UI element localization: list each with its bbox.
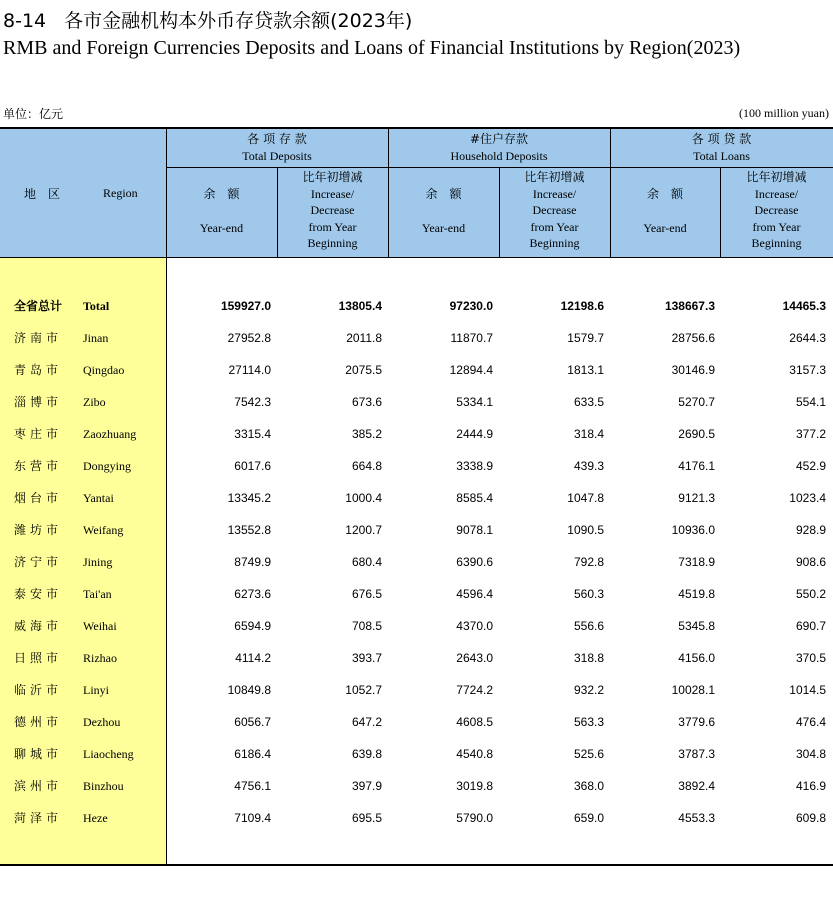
region-name-cn: 威海市 — [14, 619, 63, 633]
header-region-en: Region — [103, 186, 138, 200]
table-row — [0, 490, 833, 522]
header-change-en: Decrease — [310, 203, 355, 217]
header-balance-cn: 余 额 — [203, 187, 240, 201]
value-cell: 4553.3 — [678, 811, 715, 825]
value-cell: 3157.3 — [789, 363, 826, 377]
table-row — [0, 650, 833, 682]
header-change-en: Decrease — [532, 203, 577, 217]
value-cell: 1014.5 — [789, 683, 826, 697]
value-cell: 27114.0 — [228, 363, 271, 377]
header-change-en: Decrease — [754, 203, 799, 217]
region-name-en: Rizhao — [83, 651, 117, 665]
value-cell: 560.3 — [573, 587, 604, 601]
region-name-cn: 聊城市 — [14, 747, 63, 761]
value-cell: 4596.4 — [456, 587, 493, 601]
value-cell: 416.9 — [795, 779, 826, 793]
value-cell: 476.4 — [795, 715, 826, 729]
value-cell: 2644.3 — [789, 331, 826, 345]
table-row — [0, 554, 833, 586]
region-name-en: Liaocheng — [83, 747, 134, 761]
value-cell: 932.2 — [573, 683, 604, 697]
value-cell: 393.7 — [351, 651, 382, 665]
table-row — [0, 682, 833, 714]
value-cell: 4756.1 — [234, 779, 271, 793]
value-cell: 13345.2 — [227, 491, 271, 505]
value-cell: 708.5 — [351, 619, 382, 633]
region-name-cn: 日照市 — [14, 651, 63, 665]
value-cell: 27952.8 — [227, 331, 271, 345]
value-cell: 908.6 — [795, 555, 826, 569]
region-name-en: Dezhou — [83, 715, 121, 729]
header-balance-en: Year-end — [643, 221, 687, 235]
header-group-cn: 各 项 贷 款 — [691, 132, 752, 146]
header-group-cn: #住户存款 — [469, 132, 529, 146]
value-cell: 11870.7 — [450, 331, 493, 345]
region-name-en: Total — [83, 299, 110, 313]
value-cell: 554.1 — [795, 395, 826, 409]
header-group-en: Total Deposits — [242, 148, 312, 163]
value-cell: 318.8 — [573, 651, 604, 665]
region-name-en: Linyi — [83, 683, 109, 697]
table-row — [0, 330, 833, 362]
value-cell: 3787.3 — [678, 747, 715, 761]
value-cell: 7318.9 — [678, 555, 715, 569]
value-cell: 4519.8 — [678, 587, 715, 601]
value-cell: 439.3 — [573, 459, 604, 473]
value-cell: 3892.4 — [678, 779, 715, 793]
value-cell: 30146.9 — [671, 363, 715, 377]
value-cell: 7542.3 — [234, 395, 271, 409]
value-cell: 4608.5 — [456, 715, 493, 729]
value-cell: 28756.6 — [671, 331, 715, 345]
region-name-en: Jinan — [83, 331, 109, 345]
table-title-cn-text: 各市金融机构本外币存贷款余额(2023年) — [64, 10, 413, 32]
header-change-en: Increase/ — [754, 186, 799, 201]
header-change — [277, 169, 388, 252]
value-cell: 647.2 — [351, 715, 382, 729]
value-cell: 4176.1 — [678, 459, 715, 473]
value-cell: 2690.5 — [678, 427, 715, 441]
header-change-cn: 比年初增减 — [746, 170, 807, 184]
table-row — [0, 810, 833, 842]
value-cell: 676.5 — [351, 587, 382, 601]
header-change-en: Beginning — [751, 236, 802, 250]
value-cell: 563.3 — [573, 715, 604, 729]
header-balance-cn: 余 额 — [646, 187, 683, 201]
table-row — [0, 714, 833, 746]
value-cell: 6017.6 — [234, 459, 271, 473]
header-balance — [610, 186, 720, 237]
table-row — [0, 458, 833, 490]
value-cell: 10028.1 — [671, 683, 715, 697]
value-cell: 556.6 — [573, 619, 604, 633]
region-name-cn: 泰安市 — [14, 587, 63, 601]
value-cell: 10936.0 — [671, 523, 715, 537]
header-balance — [388, 186, 499, 237]
header-change — [720, 169, 833, 252]
value-cell: 9078.1 — [456, 523, 493, 537]
value-cell: 4114.2 — [235, 651, 271, 665]
value-cell: 1047.8 — [567, 491, 604, 505]
value-cell: 13805.4 — [338, 299, 382, 313]
table-row — [0, 618, 833, 650]
header-change-en: Beginning — [307, 236, 358, 250]
value-cell: 6273.6 — [234, 587, 271, 601]
value-cell: 2444.9 — [456, 427, 493, 441]
region-name-cn: 菏泽市 — [14, 811, 63, 825]
region-name-cn: 枣庄市 — [14, 427, 63, 441]
table-row — [0, 394, 833, 426]
value-cell: 550.2 — [795, 587, 826, 601]
value-cell: 159927.0 — [220, 299, 271, 313]
value-cell: 6594.9 — [234, 619, 271, 633]
value-cell: 2011.8 — [346, 331, 382, 345]
value-cell: 3779.6 — [678, 715, 715, 729]
header-balance-en: Year-end — [199, 221, 244, 235]
value-cell: 5345.8 — [678, 619, 715, 633]
region-name-en: Binzhou — [83, 779, 124, 793]
unit-label-en: (100 million yuan) — [739, 106, 829, 120]
region-name-cn: 烟台市 — [14, 491, 63, 505]
header-change — [499, 169, 610, 252]
table-title-cn — [3, 6, 412, 33]
header-group-household-deposits — [388, 131, 610, 164]
header-group-total-deposits — [166, 131, 388, 164]
value-cell: 304.8 — [795, 747, 826, 761]
header-change-en: from Year — [530, 219, 579, 234]
region-name-cn: 滨州市 — [14, 779, 63, 793]
header-change-en: Increase/ — [532, 186, 577, 201]
region-name-en: Tai'an — [83, 587, 112, 601]
value-cell: 928.9 — [795, 523, 826, 537]
value-cell: 690.7 — [795, 619, 826, 633]
value-cell: 8749.9 — [234, 555, 271, 569]
region-name-cn: 东营市 — [14, 459, 63, 473]
header-change-en: Increase/ — [310, 186, 355, 201]
value-cell: 2643.0 — [456, 651, 493, 665]
region-name-cn: 青岛市 — [14, 363, 63, 377]
header-change-en: from Year — [752, 219, 801, 234]
value-cell: 13552.8 — [227, 523, 271, 537]
value-cell: 385.2 — [351, 427, 382, 441]
header-balance — [166, 186, 277, 237]
value-cell: 318.4 — [573, 427, 604, 441]
value-cell: 8585.4 — [456, 491, 493, 505]
value-cell: 3019.8 — [456, 779, 493, 793]
region-name-en: Weifang — [83, 523, 124, 537]
value-cell: 1579.7 — [567, 331, 604, 345]
header-change-en: Beginning — [529, 236, 580, 250]
header-balance-en: Year-end — [421, 221, 466, 235]
value-cell: 10849.8 — [227, 683, 271, 697]
value-cell: 633.5 — [573, 395, 604, 409]
table-row — [0, 778, 833, 810]
table-title-en: RMB and Foreign Currencies Deposits and Loans of Financial Institutions by Region(2023) — [3, 37, 741, 59]
region-name-en: Zibo — [83, 395, 106, 409]
table-row — [0, 362, 833, 394]
value-cell: 452.9 — [795, 459, 826, 473]
value-cell: 609.8 — [795, 811, 826, 825]
region-name-cn: 潍坊市 — [14, 523, 63, 537]
value-cell: 4156.0 — [678, 651, 715, 665]
value-cell: 9121.3 — [678, 491, 715, 505]
header-group-en: Household Deposits — [450, 148, 548, 163]
value-cell: 1090.5 — [567, 523, 604, 537]
value-cell: 7109.4 — [234, 811, 271, 825]
table-row — [0, 586, 833, 618]
value-cell: 664.8 — [351, 459, 382, 473]
value-cell: 1200.7 — [345, 523, 382, 537]
value-cell: 397.9 — [351, 779, 382, 793]
value-cell: 12894.4 — [449, 363, 493, 377]
value-cell: 639.8 — [351, 747, 382, 761]
header-balance-cn: 余 额 — [425, 187, 462, 201]
region-name-en: Jining — [83, 555, 113, 569]
header-change-cn: 比年初增减 — [302, 170, 363, 184]
total-row — [0, 298, 833, 330]
value-cell: 3315.4 — [234, 427, 271, 441]
value-cell: 695.5 — [351, 811, 382, 825]
value-cell: 5790.0 — [456, 811, 493, 825]
table-row — [0, 426, 833, 458]
value-cell: 97230.0 — [449, 299, 493, 313]
value-cell: 6186.4 — [234, 747, 271, 761]
value-cell: 370.5 — [795, 651, 826, 665]
value-cell: 2075.5 — [345, 363, 382, 377]
value-cell: 368.0 — [573, 779, 604, 793]
value-cell: 525.6 — [573, 747, 604, 761]
value-cell: 659.0 — [573, 811, 604, 825]
region-name-en: Dongying — [83, 459, 131, 473]
region-name-en: Zaozhuang — [83, 427, 137, 441]
region-name-en: Weihai — [83, 619, 117, 633]
region-name-cn: 临沂市 — [14, 683, 63, 697]
value-cell: 6056.7 — [234, 715, 271, 729]
header-group-total-loans — [610, 131, 833, 164]
region-name-en: Heze — [83, 811, 108, 825]
table-number: 8-14 — [3, 10, 47, 32]
value-cell: 7724.2 — [456, 683, 493, 697]
value-cell: 5334.1 — [456, 395, 493, 409]
region-name-en: Qingdao — [83, 363, 125, 377]
value-cell: 792.8 — [573, 555, 604, 569]
value-cell: 1813.1 — [567, 363, 604, 377]
unit-label-cn: 单位：亿元 — [3, 107, 64, 121]
region-name-cn: 济南市 — [14, 331, 63, 345]
value-cell: 138667.3 — [664, 299, 715, 313]
header-region-cn: 地 区 — [24, 187, 61, 201]
value-cell: 4540.8 — [456, 747, 493, 761]
value-cell: 4370.0 — [456, 619, 493, 633]
value-cell: 1023.4 — [789, 491, 826, 505]
region-name-cn: 全省总计 — [14, 299, 63, 313]
header-group-cn: 各 项 存 款 — [247, 132, 307, 146]
value-cell: 680.4 — [351, 555, 382, 569]
table-row — [0, 522, 833, 554]
region-name-cn: 淄博市 — [14, 395, 63, 409]
bottom-rule — [0, 864, 833, 866]
header-bottom-rule — [0, 257, 833, 258]
header-group-en: Total Loans — [693, 148, 750, 163]
value-cell: 14465.3 — [782, 299, 826, 313]
value-cell: 377.2 — [795, 427, 826, 441]
value-cell: 5270.7 — [678, 395, 715, 409]
top-rule — [0, 127, 833, 129]
table-row — [0, 746, 833, 778]
header-change-cn: 比年初增减 — [524, 170, 585, 184]
value-cell: 12198.6 — [560, 299, 604, 313]
region-name-cn: 济宁市 — [14, 555, 63, 569]
value-cell: 1000.4 — [345, 491, 382, 505]
value-cell: 673.6 — [351, 395, 382, 409]
header-change-en: from Year — [308, 219, 357, 234]
value-cell: 3338.9 — [456, 459, 493, 473]
value-cell: 1052.7 — [345, 683, 382, 697]
region-name-cn: 德州市 — [14, 715, 63, 729]
value-cell: 6390.6 — [456, 555, 493, 569]
region-name-en: Yantai — [83, 491, 114, 505]
